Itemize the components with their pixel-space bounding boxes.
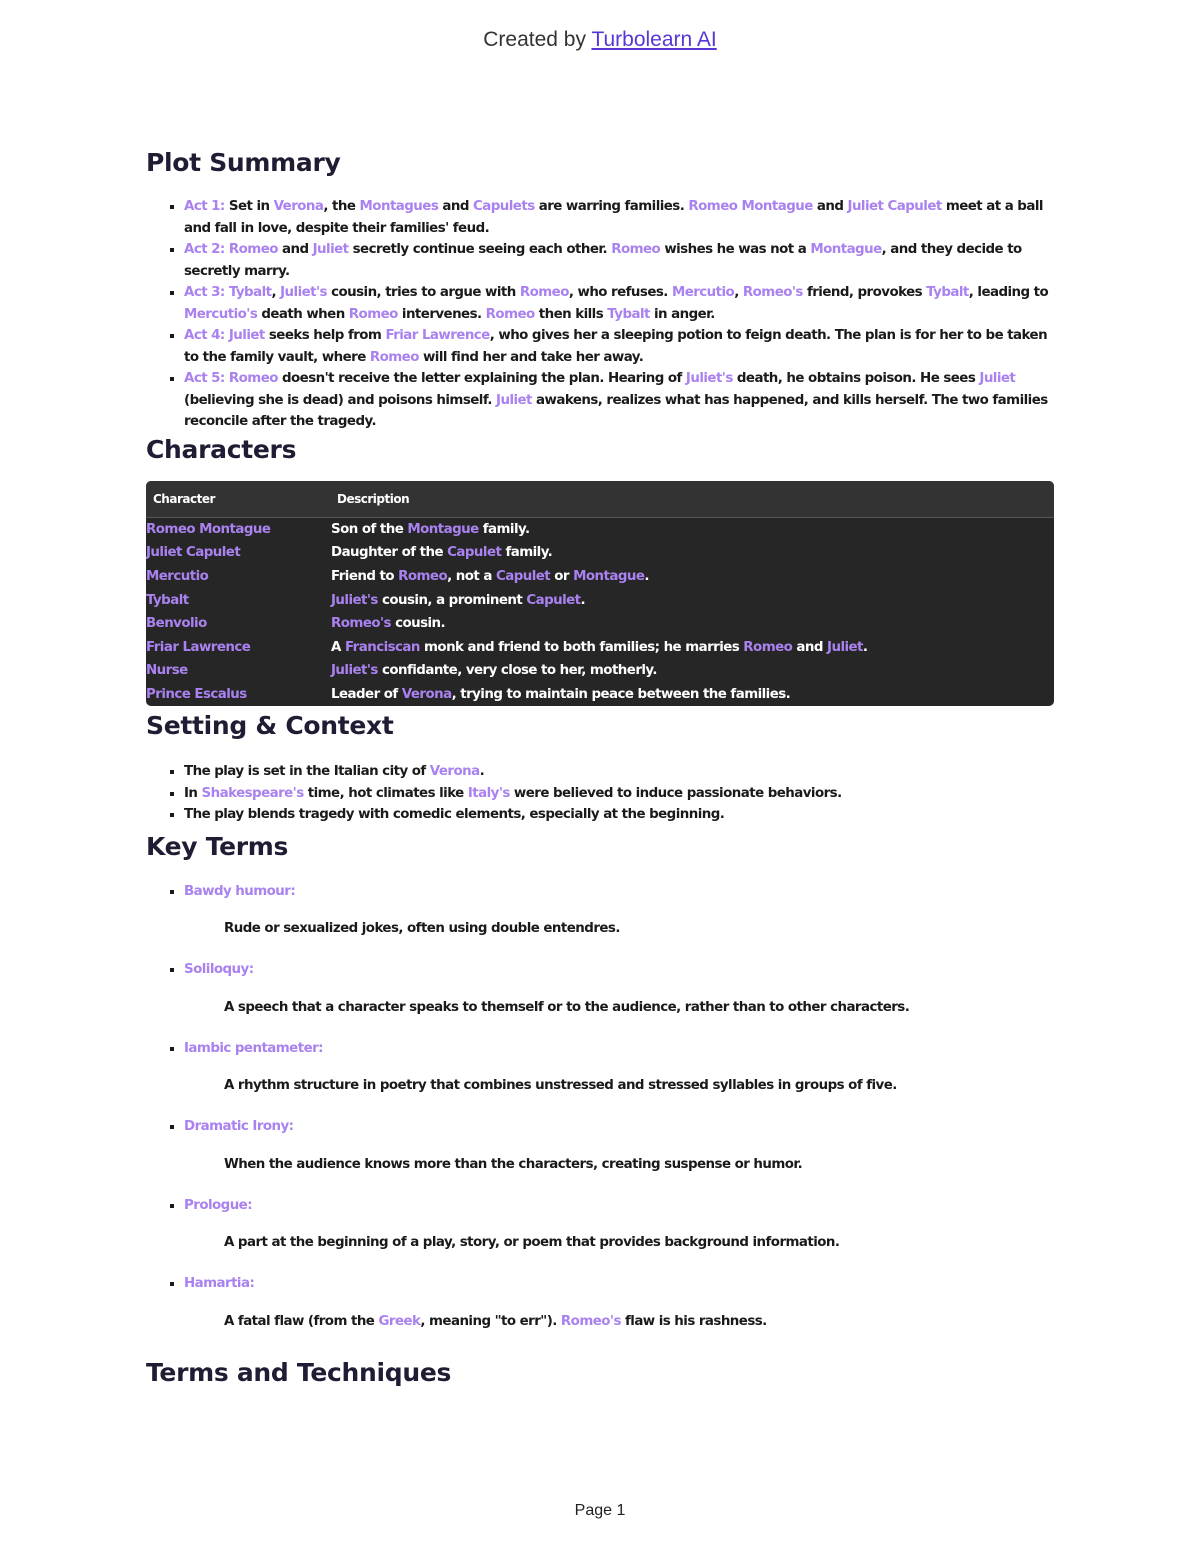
key-terms-list [146, 881, 1054, 1332]
key-terms-heading: Key Terms [146, 831, 289, 861]
text-segment: Set in [224, 199, 274, 214]
text-segment: family. [478, 521, 530, 537]
text-segment: (believing she is dead) and poisons himself. [184, 392, 497, 408]
text-segment: and [812, 199, 848, 214]
plot-summary-item [184, 239, 1054, 282]
highlighted-term: Tybalt [926, 285, 969, 300]
highlighted-term: Juliet's [331, 663, 378, 679]
highlighted-term: Romeo [398, 568, 448, 584]
text-segment: or [550, 568, 574, 584]
header-prefix: Created by [483, 28, 592, 51]
column-header-character: Character [146, 481, 324, 518]
text-segment: will find her and take her away. [418, 349, 644, 365]
character-name: Juliet Capulet [146, 545, 241, 561]
text-segment: death, he obtains poison. He sees [732, 371, 980, 386]
plot-summary-heading: Plot Summary [146, 148, 341, 177]
text-segment: doesn't receive the letter explaining the plan. Hearing of [277, 371, 686, 386]
highlighted-term: Romeo [228, 371, 278, 386]
highlighted-term: Mercutio [671, 285, 735, 300]
text-segment: . [580, 592, 586, 608]
key-term-label: Soliloquy: [184, 962, 254, 978]
key-term-definition [224, 1154, 1054, 1175]
character-description [324, 635, 1054, 659]
key-term-definition [224, 1075, 1054, 1096]
highlighted-term: Act 5: [184, 371, 225, 386]
characters-table [146, 481, 1054, 707]
highlighted-term: Friar Lawrence [385, 328, 490, 343]
highlighted-term: Romeo Montague [688, 199, 813, 214]
character-description [324, 588, 1054, 612]
text-segment: In [184, 785, 202, 801]
turbolearn-link[interactable]: Turbolearn AI [591, 28, 717, 51]
plot-summary-list [146, 196, 1054, 433]
plot-summary-item [184, 282, 1054, 325]
highlighted-term: Romeo [348, 306, 398, 322]
text-segment: A rhythm structure in poetry that combines unstressed and stressed syllables in groups of five. [224, 1078, 897, 1094]
text-segment: . [644, 568, 649, 584]
text-segment: and [792, 639, 828, 655]
table-row [146, 541, 1054, 565]
table-row [146, 612, 1054, 636]
text-segment: A fatal flaw (from the [224, 1313, 379, 1329]
text-segment: , not a [447, 568, 496, 584]
highlighted-term: Shakespeare's [201, 785, 304, 801]
setting-item [184, 783, 1054, 805]
text-segment: secretly continue seeing each other. [348, 242, 612, 257]
text-segment: . [479, 764, 485, 780]
text-segment: A [331, 639, 345, 655]
text-segment: confidante, very close to her, motherly. [377, 663, 657, 679]
highlighted-term: Juliet [228, 328, 265, 343]
highlighted-term: Verona [401, 686, 452, 702]
highlighted-term: Italy's [467, 785, 510, 801]
highlighted-term: Romeo's [560, 1313, 621, 1329]
table-row [146, 517, 1054, 541]
text-segment: in anger. [649, 306, 715, 322]
highlighted-term: Capulet [447, 545, 502, 561]
text-segment: The play is set in the Italian city of [184, 764, 430, 780]
text-segment: and [438, 199, 473, 214]
setting-item [184, 804, 1054, 826]
page-footer: Page 1 [574, 1502, 626, 1519]
text-segment: cousin, tries to argue with [326, 285, 520, 300]
text-segment: time, hot climates like [303, 785, 468, 801]
highlighted-term: Romeo [519, 285, 569, 300]
highlighted-term: Romeo's [331, 616, 391, 632]
highlighted-term: Romeo [485, 306, 535, 322]
key-term-definition [224, 918, 1054, 939]
highlighted-term: Verona [273, 199, 324, 214]
highlighted-term: Mercutio's [184, 306, 258, 322]
text-segment: Daughter of the [331, 545, 448, 561]
text-segment: family. [501, 545, 553, 561]
text-segment: Son of the [331, 521, 408, 537]
text-segment: , meaning "to err"). [420, 1313, 561, 1329]
highlighted-term: Montague [407, 521, 479, 537]
text-segment: monk and friend to both families; he marries [419, 639, 744, 655]
table-row [146, 683, 1054, 707]
key-term-item [184, 959, 1054, 1018]
highlighted-term: Act 2: [184, 242, 225, 257]
highlighted-term: Juliet's [331, 592, 378, 608]
character-description [324, 612, 1054, 636]
key-term-definition [224, 1311, 1054, 1332]
highlighted-term: Juliet [979, 371, 1016, 386]
plot-summary-item [184, 196, 1054, 239]
key-term-item [184, 1195, 1054, 1254]
table-header-row [146, 481, 1054, 518]
text-segment: Friend to [331, 568, 399, 584]
highlighted-term: Romeo's [742, 285, 803, 300]
character-description [324, 659, 1054, 683]
setting-item [184, 761, 1054, 783]
text-segment: cousin, a prominent [377, 592, 527, 608]
text-segment: seeks help from [264, 328, 386, 343]
text-segment: , leading to [968, 285, 1049, 300]
key-term-label: Prologue: [184, 1197, 253, 1213]
highlighted-term: Juliet [827, 639, 863, 655]
text-segment: meet at a ball and fall in love, despite their families' feud. [184, 199, 1043, 236]
text-segment: intervenes. [397, 306, 486, 322]
highlighted-term: Romeo [369, 349, 419, 365]
highlighted-term: Act 1: [184, 199, 225, 214]
text-segment: Leader of [331, 686, 402, 702]
column-header-description: Description [324, 481, 1054, 518]
highlighted-term: Juliet's [280, 285, 327, 300]
terms-techniques-heading: Terms and Techniques [146, 1357, 452, 1387]
character-description [324, 683, 1054, 707]
text-segment: then kills [534, 306, 608, 322]
text-segment: A part at the beginning of a play, story, or poem that provides background information. [224, 1235, 840, 1251]
text-segment: The play blends tragedy with comedic elements, especially at the beginning. [184, 807, 725, 823]
text-segment: cousin. [390, 616, 446, 632]
text-segment: , who gives her a sleeping potion to feign death. The plan is for her to be taken to the family vault, where [184, 328, 1048, 365]
table-row [146, 565, 1054, 589]
key-term-item [184, 1273, 1054, 1332]
setting-heading: Setting & Context [146, 711, 394, 741]
key-term-label: Iambic pentameter: [184, 1040, 323, 1056]
table-row [146, 659, 1054, 683]
character-name: Romeo Montague [146, 521, 271, 537]
character-description [324, 517, 1054, 541]
text-segment: , the [323, 199, 360, 214]
text-segment: wishes he was not a [660, 242, 811, 257]
highlighted-term: Act 3: [184, 285, 225, 300]
table-row [146, 588, 1054, 612]
highlighted-term: Juliet [496, 392, 532, 408]
highlighted-term: Romeo [228, 242, 278, 257]
highlighted-term: Juliet's [685, 371, 733, 386]
character-name: Tybalt [146, 592, 189, 608]
highlighted-term: Juliet [312, 242, 349, 257]
highlighted-term: Montague [573, 568, 645, 584]
text-segment: Rude or sexualized jokes, often using double entendres. [224, 921, 620, 937]
highlighted-term: Greek [378, 1313, 421, 1329]
text-segment: When the audience knows more than the characters, creating suspense or humor. [224, 1156, 803, 1172]
highlighted-term: Capulet [526, 592, 581, 608]
document-content [146, 140, 1054, 1387]
key-term-item [184, 1038, 1054, 1097]
characters-heading: Characters [146, 434, 297, 464]
text-segment: , and they decide to secretly marry. [184, 242, 1022, 279]
highlighted-term: Romeo [743, 639, 793, 655]
character-name: Prince Escalus [146, 686, 247, 702]
character-name: Benvolio [146, 616, 207, 632]
highlighted-term: Capulets [472, 199, 535, 214]
key-term-definition [224, 1232, 1054, 1253]
text-segment: awakens, realizes what has happened, and kills herself. The two families reconcile after the tragedy. [184, 392, 1048, 429]
text-segment: , [271, 285, 281, 300]
text-segment: flaw is his rashness. [620, 1313, 767, 1329]
highlighted-term: Juliet Capulet [847, 199, 942, 214]
highlighted-term: Franciscan [344, 639, 420, 655]
highlighted-term: Tybalt [228, 285, 272, 300]
highlighted-term: Montague [810, 242, 882, 257]
character-name: Friar Lawrence [146, 639, 251, 655]
highlighted-term: Tybalt [607, 306, 650, 322]
setting-list [146, 761, 1054, 826]
text-segment: death when [257, 306, 349, 322]
plot-summary-item [184, 368, 1054, 433]
key-term-label: Dramatic Irony: [184, 1119, 294, 1135]
page-header [0, 28, 1200, 52]
key-term-item [184, 881, 1054, 940]
character-name: Mercutio [146, 568, 209, 584]
key-term-label: Bawdy humour: [184, 883, 296, 899]
text-segment: , trying to maintain peace between the families. [451, 686, 791, 702]
character-description [324, 565, 1054, 589]
key-term-label: Hamartia: [184, 1276, 255, 1292]
highlighted-term: Capulet [495, 568, 551, 584]
text-segment: and [277, 242, 313, 257]
key-term-definition [224, 997, 1054, 1018]
plot-summary-item [184, 325, 1054, 368]
text-segment: are warring families. [534, 199, 689, 214]
text-segment: were believed to induce passionate behaviors. [509, 785, 842, 801]
text-segment: , [734, 285, 743, 300]
text-segment: friend, provokes [802, 285, 927, 300]
character-description [324, 541, 1054, 565]
text-segment: . [862, 639, 868, 655]
highlighted-term: Act 4: [184, 328, 225, 343]
highlighted-term: Verona [429, 764, 480, 780]
text-segment: , who refuses. [568, 285, 672, 300]
table-row [146, 635, 1054, 659]
key-term-item [184, 1116, 1054, 1175]
text-segment: A speech that a character speaks to themself or to the audience, rather than to other characters. [224, 999, 910, 1015]
character-name: Nurse [146, 663, 188, 679]
highlighted-term: Montagues [359, 199, 439, 214]
highlighted-term: Romeo [611, 242, 661, 257]
